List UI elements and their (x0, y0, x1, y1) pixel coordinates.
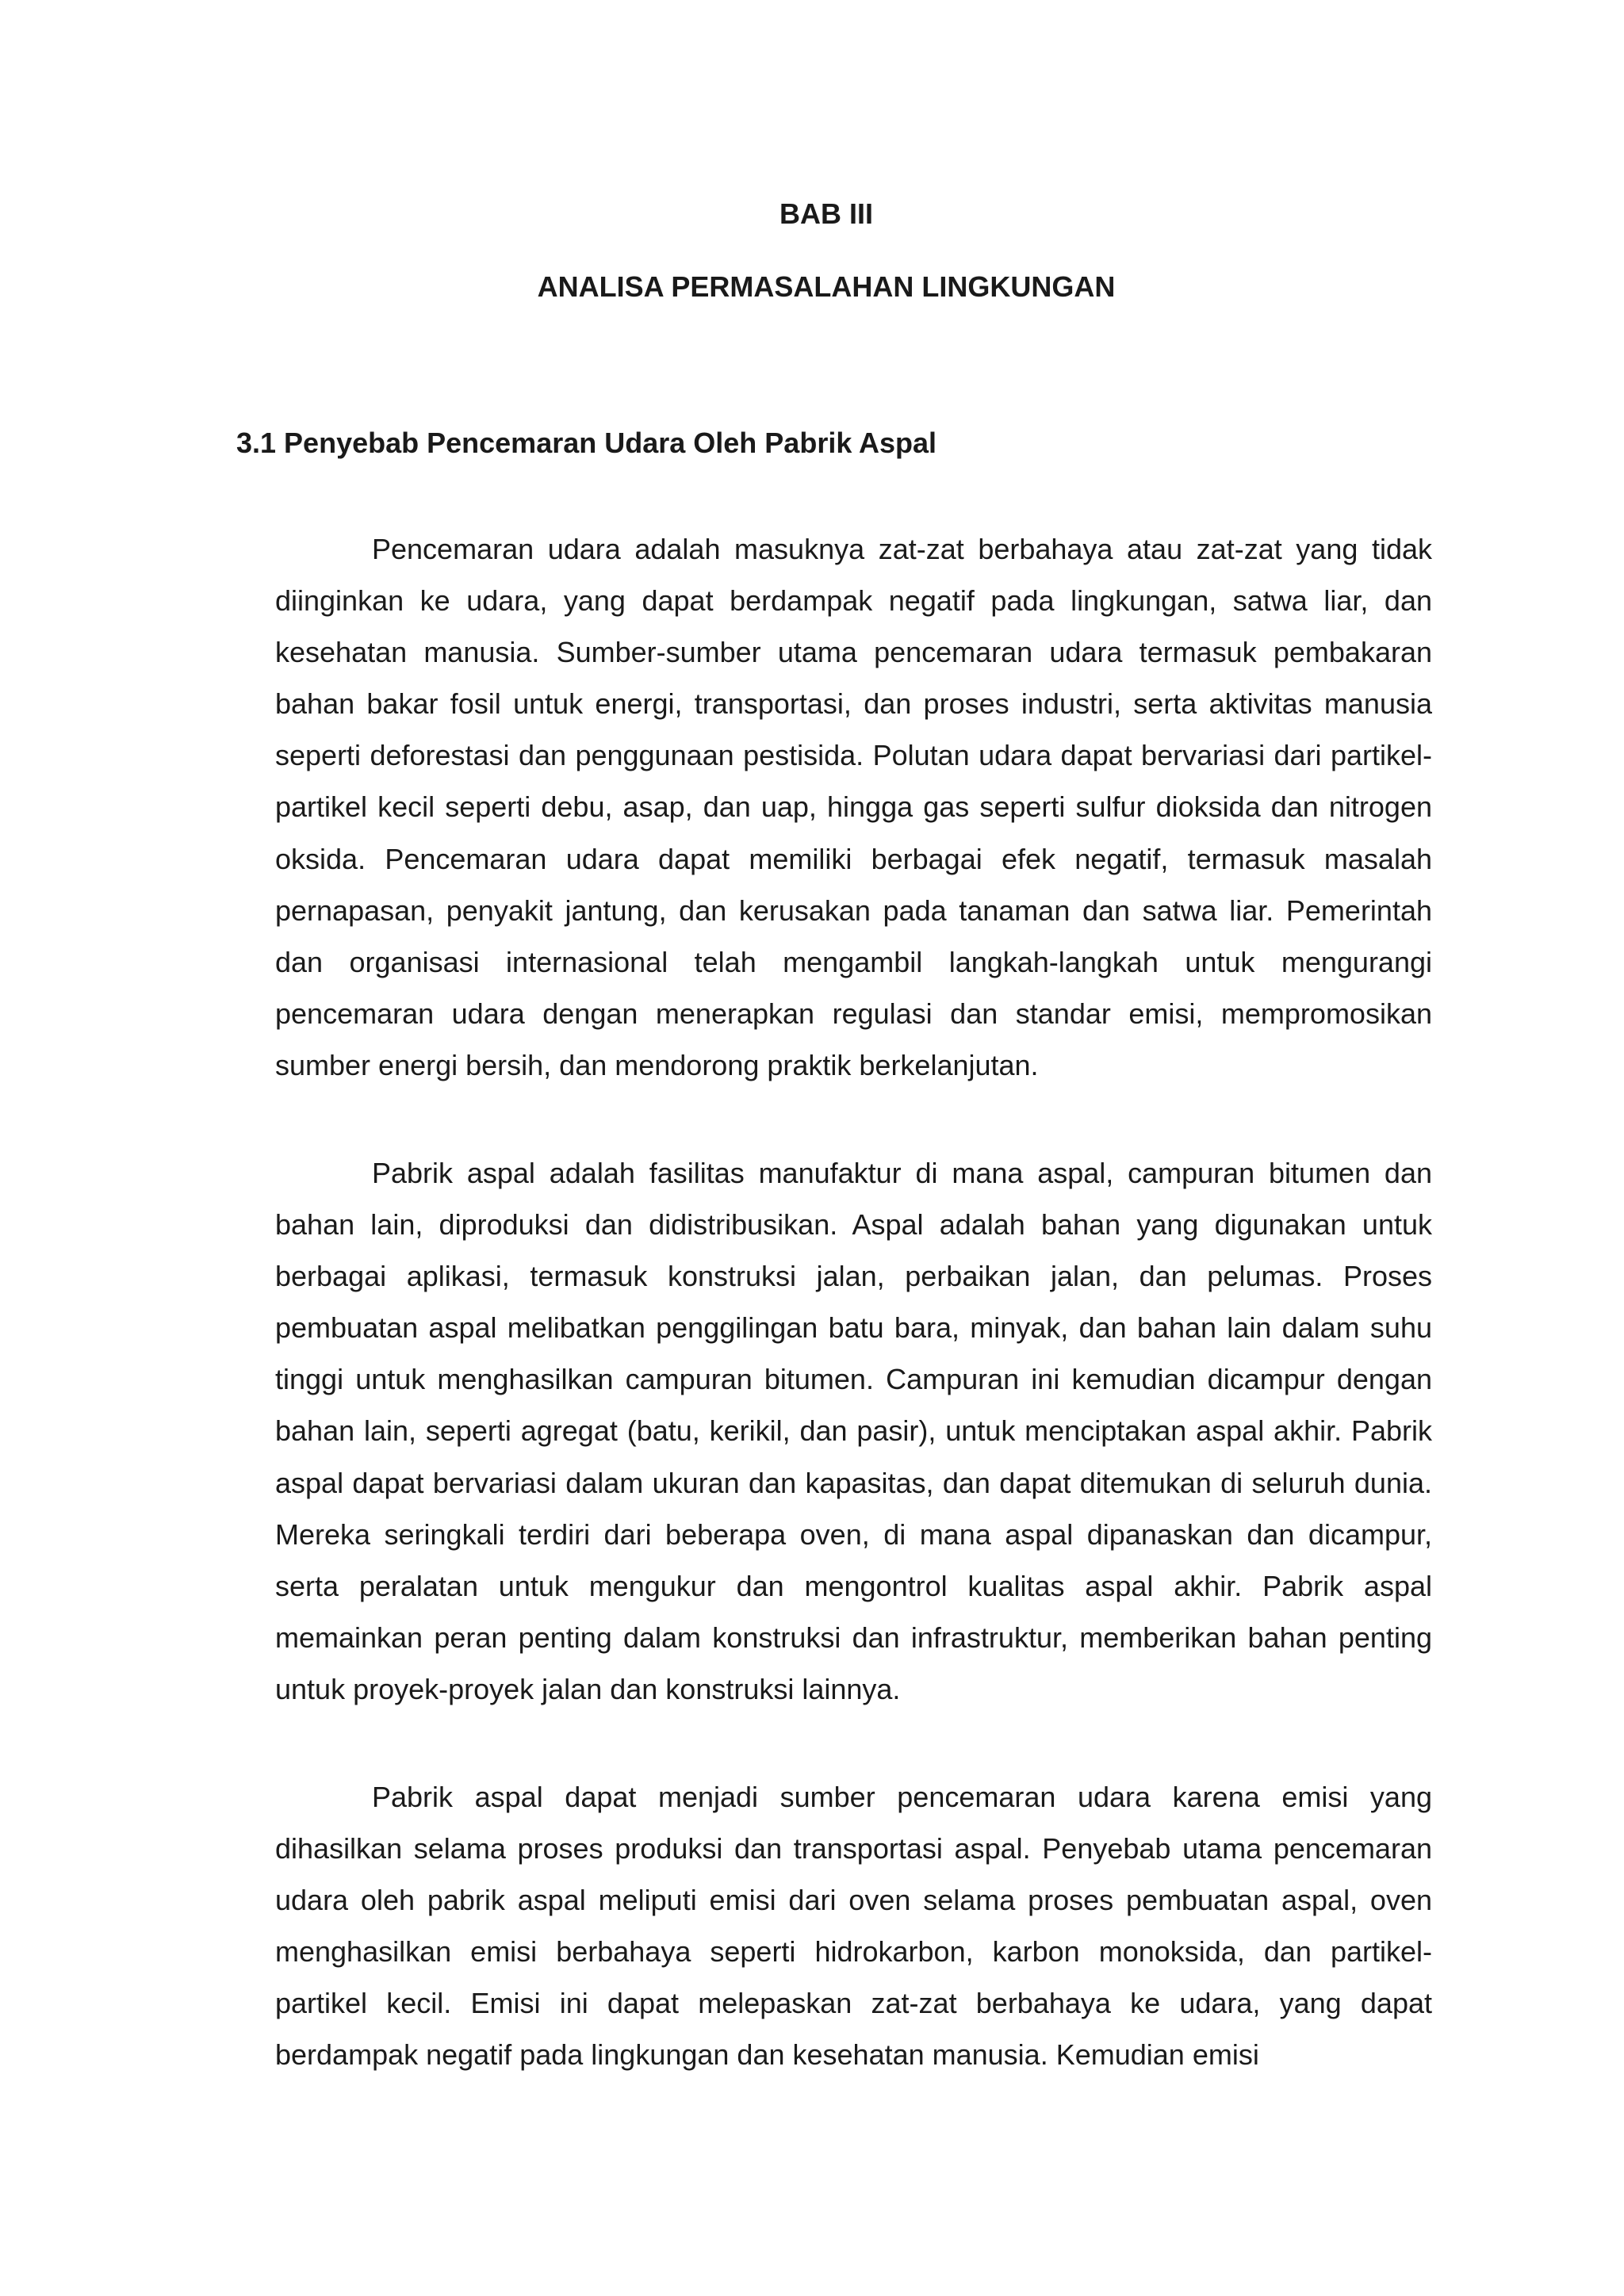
chapter-number: BAB III (779, 197, 873, 230)
paragraph-pollution-causes: Pabrik aspal dapat menjadi sumber pencemaran udara karena emisi yang dihasilkan selama proses produksi dan transportasi aspal. Penyebab utama pencemaran udara oleh pabrik aspal meliputi emisi dari oven selama proses pembuatan aspal, oven menghasilkan emisi berbahaya seperti hidrokarbon, karbon monoksida, dan partikel-partikel kecil. Emisi ini dapat melepaskan zat-zat berbahaya ke udara, yang dapat berdampak negatif pada lingkungan dan kesehatan manusia. Kemudian emisi (275, 1781, 1432, 2072)
paragraph-asphalt-plant: Pabrik aspal adalah fasilitas manufaktur di mana aspal, campuran bitumen dan bahan lain, diproduksi dan didistribusikan. Aspal adalah bahan yang digunakan untuk berbagai aplikasi, termasuk konstruksi jalan, perbaikan jalan, dan pelumas. Proses pembuatan aspal melibatkan penggilingan batu bara, minyak, dan bahan lain dalam suhu tinggi untuk menghasilkan campuran bitumen. Campuran ini kemudian dicampur dengan bahan lain, seperti agregat (batu, kerikil, dan pasir), untuk menciptakan aspal akhir. Pabrik aspal dapat bervariasi dalam ukuran dan kapasitas, dan dapat ditemukan di seluruh dunia. Mereka seringkali terdiri dari beberapa oven, di mana aspal dipanaskan dan dicampur, serta peralatan untuk mengukur dan mengontrol kualitas aspal akhir. Pabrik aspal memainkan peran penting dalam konstruksi dan infrastruktur, memberikan bahan penting untuk proyek-proyek jalan dan konstruksi lainnya. (275, 1157, 1432, 1705)
section-heading: 3.1 Penyebab Pencemaran Udara Oleh Pabrik Aspal (236, 427, 937, 459)
chapter-title: ANALISA PERMASALAHAN LINGKUNGAN (537, 270, 1116, 303)
paragraph-air-pollution: Pencemaran udara adalah masuknya zat-zat berbahaya atau zat-zat yang tidak diinginkan ke udara, yang dapat berdampak negatif pada lingkungan, satwa liar, dan kesehatan manusia. Sumber-sumber utama pencemaran udara termasuk pembakaran bahan bakar fosil untuk energi, transportasi, dan proses industri, serta aktivitas manusia seperti deforestasi dan penggunaan pestisida. Polutan udara dapat bervariasi dari partikel-partikel kecil seperti debu, asap, dan uap, hingga gas seperti sulfur dioksida dan nitrogen oksida. Pencemaran udara dapat memiliki berbagai efek negatif, termasuk masalah pernapasan, penyakit jantung, dan kerusakan pada tanaman dan satwa liar. Pemerintah dan organisasi internasional telah mengambil langkah-langkah untuk mengurangi pencemaran udara dengan menerapkan regulasi dan standar emisi, mempromosikan sumber energi bersih, dan mendorong praktik berkelanjutan. (275, 533, 1432, 1081)
